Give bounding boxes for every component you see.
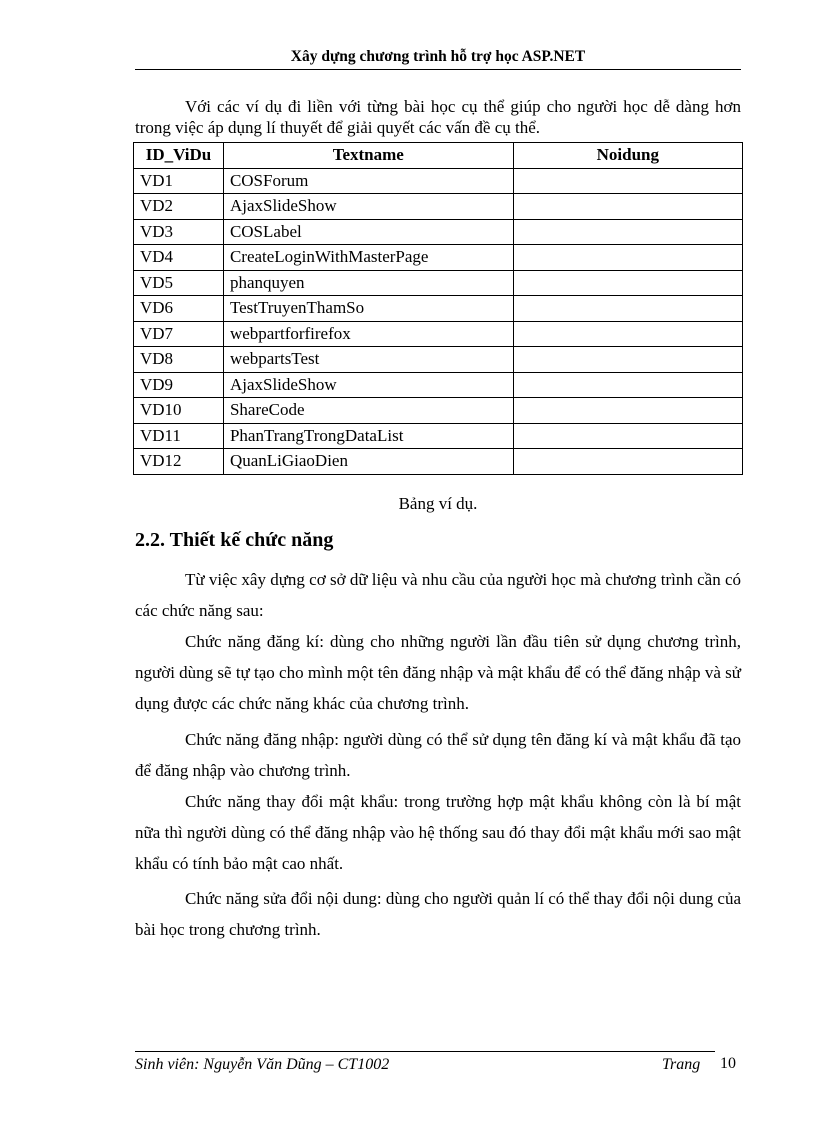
table-row: [134, 321, 743, 347]
cell-textname: AjaxSlideShow: [223, 194, 513, 220]
header-divider: [135, 69, 741, 70]
cell-noidung: [513, 423, 742, 449]
cell-noidung: [513, 347, 742, 373]
body-paragraph: Từ việc xây dựng cơ sở dữ liệu và nhu cầu của người học mà chương trình cần có các chức năng sau:: [135, 570, 741, 620]
cell-textname: TestTruyenThamSo: [223, 296, 513, 322]
table-row: [134, 372, 743, 398]
table-row: [134, 270, 743, 296]
cell-id: VD7: [134, 321, 224, 347]
body-paragraph: Chức năng thay đổi mật khẩu: trong trường hợp mật khẩu không còn là bí mật nữa thì người dùng có thể đăng nhập vào hệ thống sau đó thay đổi mật khẩu mới sao mật khẩu có tính bảo mật cao nhất.: [135, 792, 741, 873]
table-row: [134, 168, 743, 194]
table-row: [134, 347, 743, 373]
cell-id: VD12: [134, 449, 224, 475]
table-row: [134, 219, 743, 245]
footer-student: Sinh viên: Nguyễn Văn Dũng – CT1002: [135, 1056, 390, 1073]
cell-id: VD10: [134, 398, 224, 424]
examples-table: [133, 142, 743, 475]
cell-textname: webpartforfirefox: [223, 321, 513, 347]
cell-noidung: [513, 372, 742, 398]
cell-id: VD9: [134, 372, 224, 398]
section-heading: 2.2. Thiết kế chức năng: [135, 529, 334, 551]
table-row: [134, 398, 743, 424]
body-paragraph: Chức năng đăng nhập: người dùng có thể sử dụng tên đăng kí và mật khẩu đã tạo để đăng nhập vào chương trình.: [135, 730, 741, 780]
body-paragraph: Chức năng đăng kí: dùng cho những người lần đầu tiên sử dụng chương trình, người dùng sẽ tự tạo cho mình một tên đăng nhập và mật khẩu để có thể đăng nhập và sử dụng được các chức năng khác của chương trình.: [135, 632, 741, 713]
cell-noidung: [513, 168, 742, 194]
page-header-title: Xây dựng chương trình hỗ trợ học ASP.NET: [290, 48, 586, 65]
cell-noidung: [513, 219, 742, 245]
cell-textname: COSForum: [223, 168, 513, 194]
cell-noidung: [513, 245, 742, 271]
cell-noidung: [513, 194, 742, 220]
cell-id: VD2: [134, 194, 224, 220]
cell-textname: ShareCode: [223, 398, 513, 424]
cell-id: VD1: [134, 168, 224, 194]
cell-textname: COSLabel: [223, 219, 513, 245]
column-header-id: ID_ViDu: [134, 143, 224, 169]
table-header-row: [134, 143, 743, 169]
cell-textname: AjaxSlideShow: [223, 372, 513, 398]
table-row: [134, 423, 743, 449]
footer-divider: [135, 1051, 715, 1052]
table-caption: Bảng ví dụ.: [398, 494, 478, 513]
table-row: [134, 296, 743, 322]
cell-noidung: [513, 296, 742, 322]
cell-id: VD4: [134, 245, 224, 271]
table-row: [134, 245, 743, 271]
column-header-textname: Textname: [223, 143, 513, 169]
cell-textname: phanquyen: [223, 270, 513, 296]
table-row: [134, 194, 743, 220]
cell-id: VD8: [134, 347, 224, 373]
cell-textname: PhanTrangTrongDataList: [223, 423, 513, 449]
cell-id: VD5: [134, 270, 224, 296]
footer-page-label: Trang: [662, 1056, 701, 1073]
cell-textname: webpartsTest: [223, 347, 513, 373]
cell-id: VD6: [134, 296, 224, 322]
cell-textname: QuanLiGiaoDien: [223, 449, 513, 475]
cell-id: VD3: [134, 219, 224, 245]
cell-noidung: [513, 449, 742, 475]
cell-noidung: [513, 398, 742, 424]
page-number: 10: [720, 1055, 736, 1072]
cell-textname: CreateLoginWithMasterPage: [223, 245, 513, 271]
cell-noidung: [513, 321, 742, 347]
cell-noidung: [513, 270, 742, 296]
body-paragraph: Chức năng sửa đổi nội dung: dùng cho người quản lí có thể thay đổi nội dung của bài học trong chương trình.: [135, 889, 741, 939]
cell-id: VD11: [134, 423, 224, 449]
column-header-noidung: Noidung: [513, 143, 742, 169]
table-row: [134, 449, 743, 475]
intro-paragraph: Với các ví dụ đi liền với từng bài học cụ thể giúp cho người học dễ dàng hơn trong việc áp dụng lí thuyết để giải quyết các vấn đề cụ thể.: [135, 97, 741, 137]
